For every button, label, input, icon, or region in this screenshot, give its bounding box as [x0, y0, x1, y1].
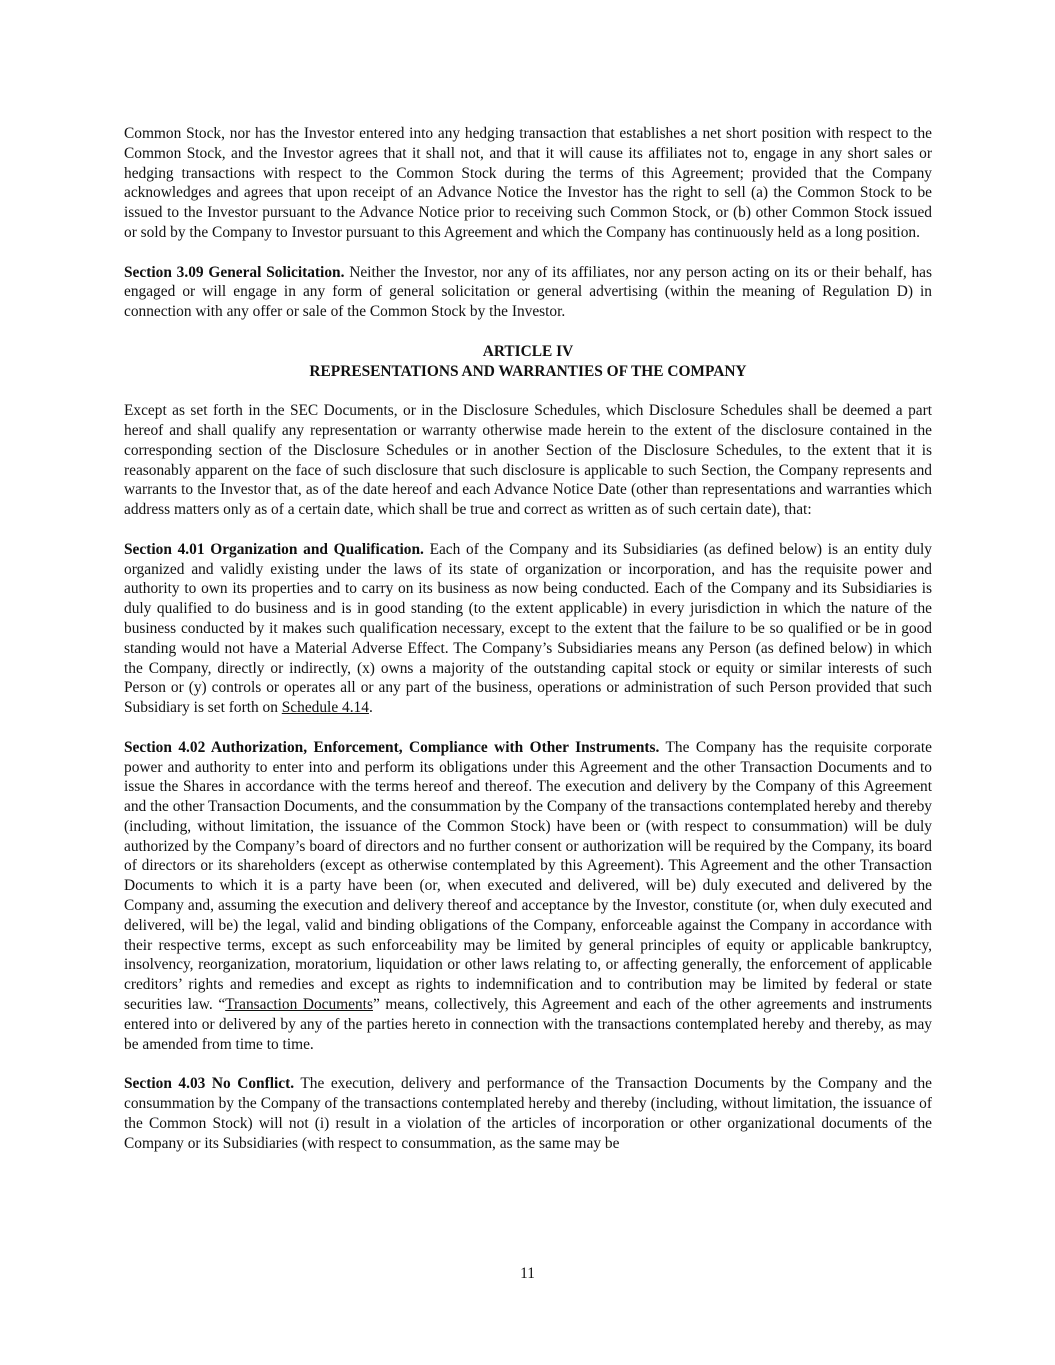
- article-title: REPRESENTATIONS AND WARRANTIES OF THE COMPANY: [309, 362, 747, 380]
- document-page: [124, 124, 932, 1173]
- section-body: Each of the Company and its Subsidiaries (as defined below) is an entity duly organized and validly existing under the laws of its state of organization or incorporation, and has the requisite power and authority to own its properties and to carry on its business as now being conducted. Each of the Company and its Subsidiaries is duly qualified to do business and is in good standing (to the extent applicable) in every jurisdiction in which the nature of the business conducted by it makes such qualification necessary, except to the extent that the failure to be so qualified or be in good standing would not have a Material Adverse Effect. The Company’s Subsidiaries means any Person (as defined below) in which the Company, directly or indirectly, (x) owns a majority of the outstanding capital stock or equity or similar interests of such Person or (y) controls or operates all or any part of the business, operations or administration of such Person provided that such Subsidiary is set forth on: [124, 540, 933, 717]
- section-heading: Section 3.09 General Solicitation.: [124, 263, 345, 281]
- section-4-03: [124, 1074, 932, 1153]
- section-4-02: [124, 738, 932, 1055]
- paragraph-text: Common Stock, nor has the Investor entered into any hedging transaction that establishes a net short position with respect to the Common Stock, and the Investor agrees that it shall not, and that it will cause its affiliates not to, engage in any short sales or hedging transactions with respect to the Common Stock during the terms of this Agreement; provided that the Company acknowledges and agrees that upon receipt of an Advance Notice the Investor has the right to sell (a) the Common Stock to be issued to the Investor pursuant to the Advance Notice prior to receiving such Common Stock, or (b) other Common Stock issued or sold by the Company to Investor pursuant to this Agreement and which the Company has continuously held as a long position.: [124, 125, 932, 241]
- section-heading: Section 4.02 Authorization, Enforcement, Compliance with Other Instruments.: [124, 738, 660, 756]
- page-number: 11: [520, 1265, 535, 1282]
- paragraph-continued-3-08: [124, 124, 932, 243]
- section-body: The execution, delivery and performance of the Transaction Documents by the Company and the consummation by the Company of the transactions contemplated hereby and thereby (including, without limitation, the issuance of the Common Stock) will not (i) result in a violation of the articles of incorporation or other organizational documents of the Company or its Subsidiaries (with respect to consummation, as the same may be: [124, 1075, 932, 1152]
- section-body-end: ” means, collectively, this Agreement and each of the other agreements and instruments entered into or delivered by any of the parties hereto in connection with the transactions contemplated hereby and thereby, as may be amended from time to time.: [124, 996, 932, 1053]
- intro-text: Except as set forth in the SEC Documents, or in the Disclosure Schedules, which Disclosure Schedules shall be deemed a part hereof and shall qualify any representation or warranty otherwise made herein to the extent of the disclosure contained in the corresponding section of the Disclosure Schedules or in another Section of the Disclosure Schedules, to the extent that it is reasonably apparent on the face of such disclosure that such disclosure is applicable to such Section, the Company represents and warrants to the Investor that, as of the date hereof and each Advance Notice Date (other than representations and warranties which address matters only as of a certain date, which shall be true and correct as written as of such certain date), that:: [124, 402, 932, 519]
- defined-term: Transaction Documents: [225, 996, 373, 1014]
- section-body: Neither the Investor, nor any of its affiliates, nor any person acting on its or their behalf, has engaged or will engage in any form of general solicitation or general advertising (within the meaning of Regulation D) in connection with any offer or sale of the Common Stock by the Investor.: [124, 263, 933, 321]
- schedule-reference: Schedule 4.14: [281, 699, 369, 717]
- article-intro: [124, 401, 932, 520]
- section-body-end: .: [368, 699, 373, 717]
- article-number: ARTICLE IV: [482, 342, 574, 360]
- section-4-01: [124, 540, 932, 718]
- section-heading: Section 4.03 No Conflict.: [124, 1075, 295, 1093]
- article-heading: [124, 342, 932, 382]
- section-body: The Company has the requisite corporate power and authority to enter into and perform its obligations under this Agreement and the other Transaction Documents and to issue the Shares in accordance with the terms hereof and thereof. The execution and delivery by the Company of this Agreement and the other Transaction Documents, and the consummation by the Company of the transactions contemplated hereby and thereby (including, without limitation, the issuance of the Common Stock) have been or (with respect to consummation) will be duly authorized by the Company’s board of directors and no further consent or authorization will be required by the Company, its board of directors or its shareholders (except as otherwise contemplated by this Agreement). This Agreement and the other Transaction Documents to which it is a party have been (or, when executed and delivered, will be) duly executed and delivered by the Company and, assuming the execution and delivery thereof and acceptance by the Investor, constitute (or, when duly executed and delivered, will be) the legal, valid and binding obligations of the Company, enforceable against the Company in accordance with their respective terms, except as such enforceability may be limited by general principles of equity or applicable bankruptcy, insolvency, reorganization, moratorium, liquidation or other laws relating to, or affecting generally, the enforcement of applicable creditors’ rights and remedies and except as rights to indemnification and to contribution may be limited by federal or state securities law. “: [124, 738, 932, 1014]
- section-3-09: [124, 263, 932, 322]
- section-heading: Section 4.01 Organization and Qualification.: [124, 540, 424, 558]
